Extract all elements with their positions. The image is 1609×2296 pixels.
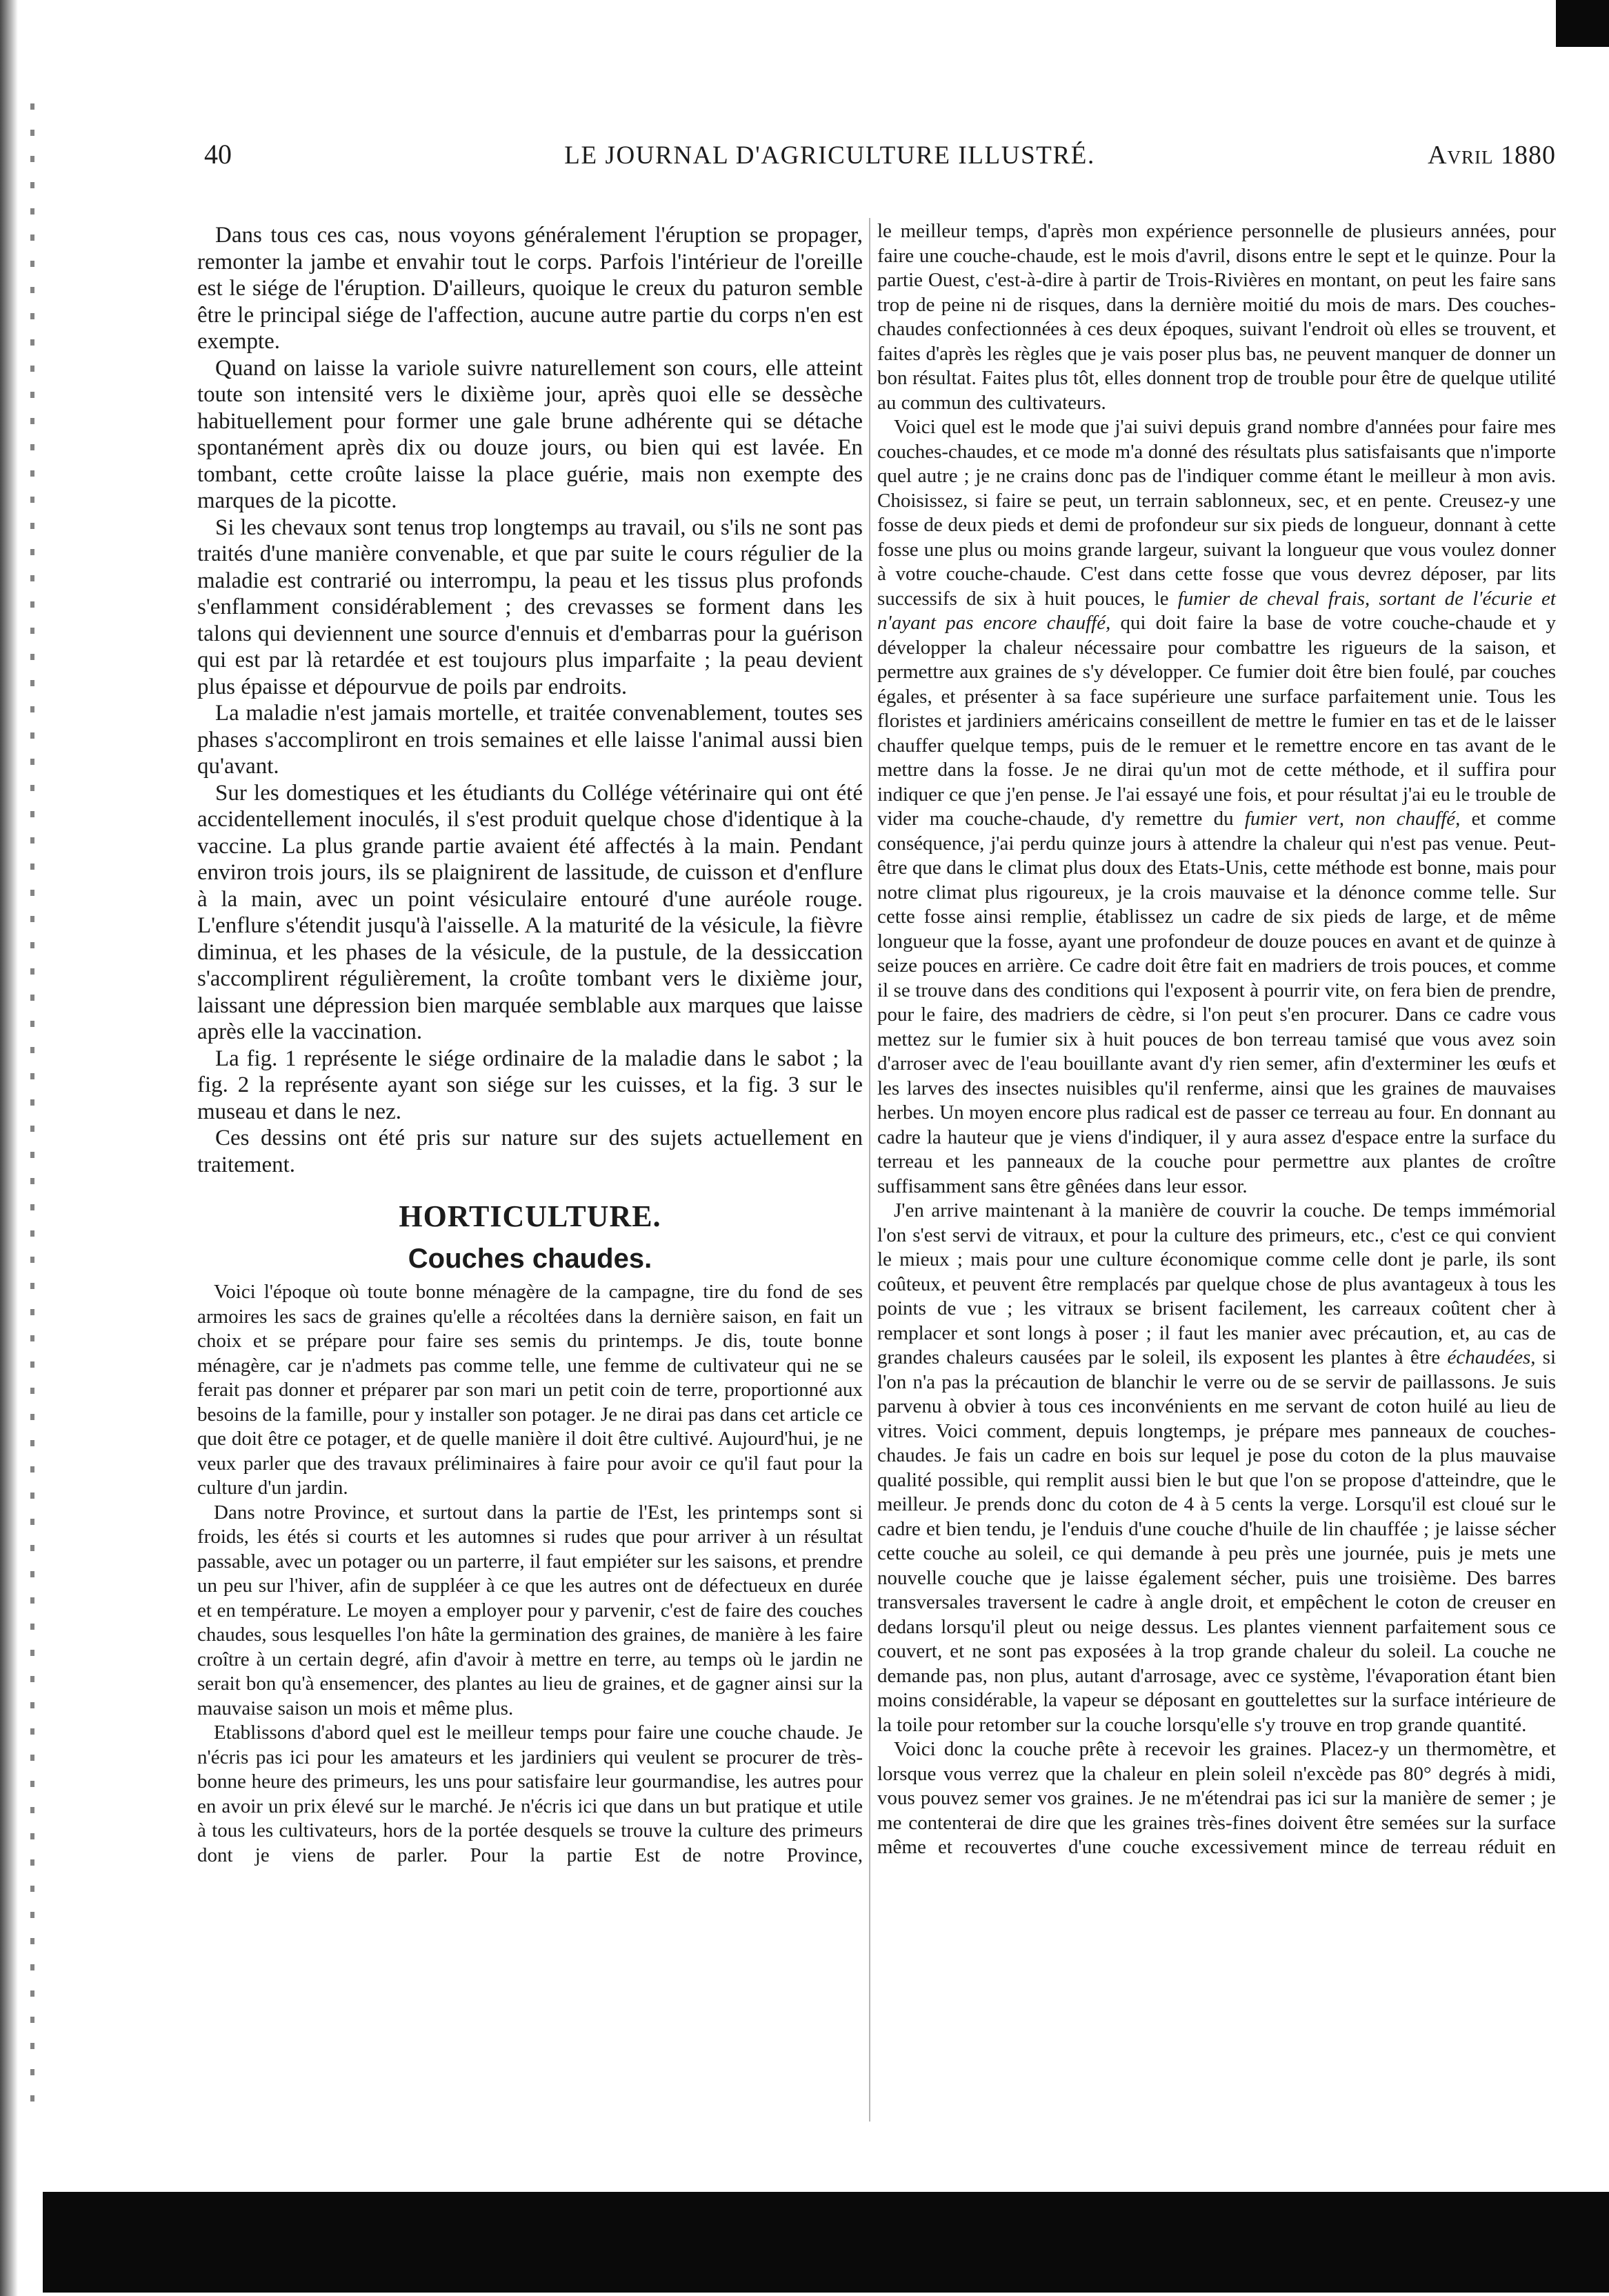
article-paragraph	[877, 1199, 1556, 1737]
text-run: et comme conséquence, j'ai perdu quinze jours à attendre la chaleur qui n'est pas venue. Peut-être que dans le climat plus doux des Etats-Unis, cette méthode est bonne, mais pour notre climat plus rigoureux, je la crois mauvaise et la dénonce comme telle. Sur cette fosse ainsi remplie, établissez un cadre de six pieds de large, et de même longueur que la fosse, ayant une profondeur de douze pouces en avant et de quinze à seize pouces en arrière. Ce cadre doit être fait en madriers de trois pouces, et comme il se trouve dans des conditions qui l'exposent à pourrir vite, on fera bien de prendre, pour le faire, des madriers de cèdre, si l'on peut s'en procurer. Dans ce cadre vous mettez sur le fumier six à huit pouces de bon terreau tamisé que vous avez soin d'arroser avec de l'eau bouillante avant d'y rien semer, afin d'exterminer les œufs et les larves des insectes nuisibles qu'il renferme, ainsi que les graines de mauvaises herbes. Un moyen encore plus radical est de passer ce terreau au four. En donnant au cadre la hauteur que je viens d'indiquer, il y aura assez d'espace entre la surface du terreau et les panneaux de la couche pour permettre aux plantes de croître suffisamment sans être gênées dans leur essor.	[877, 808, 1556, 1197]
issue-date: Avril 1880	[1428, 141, 1556, 170]
article-paragraph: Dans notre Province, et surtout dans la partie de l'Est, les printemps sont si froids, les étés si courts et les automnes si rudes que pour arriver à un résultat passable, avec un potager ou un parterre, il faut empiéter sur les saisons, et prendre un peu sur l'hiver, afin de suppléer à ce que les autres ont de défectueux en durée et en température. Le moyen a employer pour y parvenir, c'est de faire des couches chaudes, sous lesquelles l'on hâte la germination des graines, de manière à les faire croître à un certain degré, afin d'avoir à mettre en terre, au temps où le jardin ne serait bon qu'à ensemencer, des plantes au lieu de graines, et de gagner ainsi sur la mauvaise saison un mois et même plus.	[197, 1501, 863, 1719]
section-heading: HORTICULTURE.	[399, 1199, 661, 1233]
article-paragraph	[877, 219, 1556, 415]
scan-binding-marks	[30, 103, 34, 2104]
article-paragraph: Si les chevaux sont tenus trop longtemps au travail, ou s'ils ne sont pas traités d'une manière convenable, et que par suite le cours régulier de la maladie est contrarié ou interrompu, la peau et les tissus plus profonds s'enflamment considérablement ; des crevasses se forment dans les talons qui deviennent une source d'ennuis et d'embarras pour la guérison qui est par là retardée et est toujours plus imparfaite ; la peau devient plus épaisse et dépourvue de poils par endroits.	[197, 515, 863, 699]
left-column	[197, 222, 863, 1868]
column-divider	[869, 218, 870, 2122]
text-run: Voici donc la couche prête à recevoir les graines. Placez-y un thermomètre, et lorsque vous verrez que la chaleur en plein soleil n'excède pas 80° degrés à midi, vous pouvez semer vos graines. Je ne m'étendrai pas ici sur la manière de semer ; je me contenterai de dire que les graines très-fines doivent être semées sur la surface même et recouvertes d'une couche excessivement mince de terreau réduit en	[877, 1738, 1556, 1858]
right-column	[877, 219, 1556, 1860]
text-run: qui doit faire la base de votre couche-chaude et y développer la chaleur nécessaire pour combattre les rigueurs de la saison, et permettre aux graines de s'y développer. Ce fumier doit être bien foulé, par couches égales, et présenter à sa face supérieure une surface parfaitement unie. Tous les floristes et jardiniers américains conseillent de mettre le fumier en tas et de le laisser chauffer quelque temps, puis de le remuer et le remettre encore en tas avant de le mettre dans la fosse. Je ne dirai qu'un mot de cette méthode, et il suffira pour indiquer ce que j'en pense. Je l'ai essayé une fois, et pour résultat j'ai eu le trouble de vider ma couche-chaude, d'y remettre du	[877, 612, 1556, 830]
italic-text-run: fumier de cheval frais, sortant de l'écurie et n'ayant pas encore chauffé,	[877, 587, 1556, 634]
article-paragraph: La fig. 1 représente le siége ordinaire de la maladie dans le sabot ; la fig. 2 la représente ayant son siége sur les cuisses, et la fig. 3 sur le museau et dans le nez.	[197, 1046, 863, 1124]
text-run: le meilleur temps, d'après mon expérience personnelle de plusieurs années, pour faire une couche-chaude, est le mois d'avril, disons entre le sept et le quinze. Pour la partie Ouest, c'est-à-dire à partir de Trois-Rivières en montant, on peut les faire sans trop de peine ni de risques, dans la dernière moitié du mois de mars. Des couches-chaudes confectionnées à ces deux époques, suivant l'endroit où elles se trouvent, et faites d'après les règles que je vais poser plus bas, ne peuvent manquer de donner un bon résultat. Faites plus tôt, elles donnent trop de trouble pour être de quelque utilité au commun des cultivateurs.	[877, 220, 1556, 414]
scan-left-edge-shadow	[0, 0, 18, 2296]
journal-title: LE JOURNAL D'AGRICULTURE ILLUSTRÉ.	[564, 141, 1095, 170]
article-paragraph	[877, 415, 1556, 1199]
text-run: Voici quel est le mode que j'ai suivi depuis grand nombre d'années pour faire mes couches-chaudes, et ce mode m'a donné des résultats plus satisfaisants que n'importe quel autre ; je ne crains donc pas de l'indiquer comme étant le meilleur à mon avis. Choisissez, si faire se peut, un terrain sablonneux, sec, et en pente. Creusez-y une fosse de deux pieds et demi de profondeur sur six pieds de longueur, donnant à cette fosse une plus ou moins grande largeur, suivant la longueur que vous voulez donner à votre couche-chaude. C'est dans cette fosse que vous devrez déposer, par lits successifs de six à huit pouces, le	[877, 416, 1556, 610]
scan-bottom-border	[43, 2192, 1609, 2293]
text-run: si l'on n'a pas la précaution de blanchir le verre ou de se servir de paillassons. Je suis parvenu à obvier à tous ces inconvénients en me servant de coton huilé au lieu de vitres. Voici comment, depuis longtemps, je prépare mes panneaux de couches-chaudes. Je fais un cadre en bois sur lequel je pose du coton de la plus mauvaise qualité possible, qui remplit aussi bien le but que l'on se propose d'atteindre, que le meilleur. Je prends donc du coton de 4 à 5 cents la verge. Lorsqu'il est cloué sur le cadre et bien tendu, je l'enduis d'une couche d'huile de lin chauffée ; je laisse sécher cette couche au soleil, ce qui demande à peu près une journée, puis je mets une nouvelle couche que je laisse également sécher, puis une troisième. Des barres transversales traversent le cadre à angle droit, et empêchent le coton de creuser en dedans lorsqu'il pleut ou neige dessus. Les plantes viennent parfaitement sous ce couvert, et ne sont pas exposées à la trop grande chaleur du soleil. La couche ne demande pas, non plus, autant d'arrosage, avec ce système, l'évaporation étant bien moins considérable, la vapeur se déposant en gouttelettes sur la surface intérieure de la toile pour retomber sur la couche lorsqu'elle s'y trouve en trop grande quantité.	[877, 1346, 1557, 1736]
running-head	[204, 138, 1556, 177]
article-paragraph: La maladie n'est jamais mortelle, et traitée convenablement, toutes ses phases s'accompliront en trois semaines et elle laisse l'animal aussi bien qu'avant.	[197, 701, 863, 779]
page-number: 40	[204, 139, 232, 170]
article-paragraph: Voici l'époque où toute bonne ménagère de la campagne, tire du fond de ses armoires les sacs de graines qu'elle a récoltées dans la dernière saison, en fait un choix et se prépare pour faire ses semis du printemps. Je dis, toute bonne ménagère, car je n'admets pas comme telle, une femme de cultivateur qui ne se ferait pas donner et préparer par son mari un petit coin de terre, proportionné aux besoins de la famille, pour y installer son potager. Je ne dirai pas dans cet article ce que doit être ce potager, et de quelle manière il doit être cultivé. Aujourd'hui, je ne veux parler que des travaux préliminaires à faire pour avoir ce qu'il faut pour la culture d'un jardin.	[197, 1281, 863, 1499]
article-paragraph: Dans tous ces cas, nous voyons généralement l'éruption se propager, remonter la jambe et envahir tout le corps. Parfois l'intérieur de l'oreille est le siége de l'éruption. D'ailleurs, quoique le creux du paturon semble être le principal siége de l'affection, aucune autre partie du corps n'en est exempte.	[197, 223, 863, 354]
scan-top-right-border	[1556, 0, 1609, 47]
article-paragraph: Ces dessins ont été pris sur nature sur des sujets actuellement en traitement.	[197, 1126, 863, 1177]
article-paragraph: Etablissons d'abord quel est le meilleur temps pour faire une couche chaude. Je n'écris pas ici pour les amateurs et les jardiniers qui veulent se procurer de très-bonne heure des primeurs, les uns pour satisfaire leur gourmandise, les autres pour en avoir un prix élevé sur le marché. Je n'écris ici que dans un but pratique et utile à tous les cultivateurs, hors de la portée desquels se trouve la culture des primeurs dont je viens de parler. Pour la partie Est de notre Province,	[197, 1721, 863, 1866]
italic-text-run: échaudées,	[1447, 1346, 1536, 1368]
article-paragraph: Quand on laisse la variole suivre naturellement son cours, elle atteint toute son intensité vers le dixième jour, après quoi elle se dessèche habituellement pour former une gale brune adhérente qui se détache spontanément après dix ou douze jours, ou bien qui est lavée. En tombant, cette croûte laisse la place guérie, mais non exempte des marques de la picotte.	[197, 355, 863, 513]
article-paragraph: Sur les domestiques et les étudiants du Collége vétérinaire qui ont été accidentellement inoculés, il s'est produit quelque chose d'identique à la vaccine. La plus grande partie avaient été affectés à la main. Pendant environ trois jours, ils se plaignirent de lassitude, de cuisson et d'enflure à la main, avec un point vésiculaire entouré d'une auréole rouge. L'enflure s'étendit jusqu'à l'aisselle. A la maturité de la vésicule, la fièvre diminua, et les phases de la vésicule, de la pustule, de la dessiccation s'accomplirent régulièrement, la croûte tombant vers le dixième jour, laissant une dépression bien marquée semblable aux marques que laisse après elle la vaccination.	[197, 780, 863, 1044]
article-paragraph	[877, 1737, 1556, 1860]
article-title: Couches chaudes.	[408, 1244, 652, 1274]
text-run: J'en arrive maintenant à la manière de couvrir la couche. De temps immémorial l'on s'est servi de vitraux, et pour la culture des primeurs, etc., c'est ce qui convient le mieux ; mais pour une culture économique comme celle dont je parle, ils sont coûteux, et peuvent être remplacés par quelque chose de plus avantageux à tous les points de vue ; les vitraux se brisent facilement, les carreaux coûtent cher à remplacer et sont longs à poser ; il faut les manier avec précaution, et, au cas de grandes chaleurs causées par le soleil, ils exposent les plantes à être	[877, 1199, 1556, 1368]
italic-text-run: fumier vert, non chauffé,	[1244, 808, 1461, 830]
